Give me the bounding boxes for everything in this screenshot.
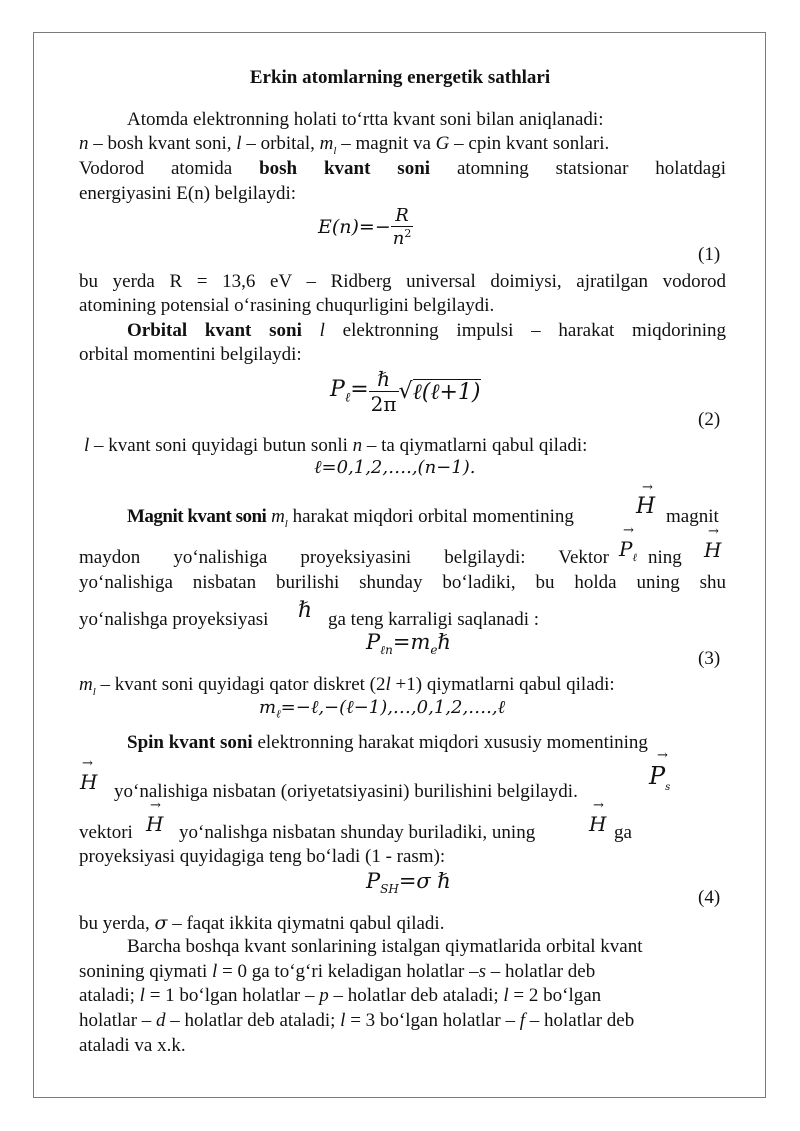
vector-H-1: → H [636, 480, 656, 519]
equation-4: $P_{SH}=\sigma$ ℏ [366, 869, 451, 897]
paragraph-ml-values: $m_l$ – kvant soni quyidagi qator diskret (2l +1) qiymatlarni qabul qiladi: [79, 674, 615, 698]
hbar-symbol: ℏ [298, 598, 313, 623]
vector-H-5: → H [589, 798, 607, 836]
paragraph-intro-line1: Atomda elektronning holati to‘rtta kvant soni bilan aniqlanadi: [127, 109, 604, 130]
paragraph-magnit-line4b: ga teng karraligi saqlanadi : [328, 609, 540, 630]
document-title: Erkin atomlarning energetik sathlari [249, 67, 551, 88]
paragraph-spin-line2: yo‘nalishiga nisbatan (oriyetatsiyasini) burilishini belgilaydi. [114, 781, 578, 802]
word-magnit: magnit [666, 506, 719, 527]
vector-H-2: → H [704, 524, 722, 562]
paragraph-spin-line3: yo‘nalishga nisbatan shunday buriladiki, uning [179, 822, 536, 843]
vector-H-3: → H [80, 756, 98, 794]
paragraph-sigma: bu yerda, σ – faqat ikkita qiymatni qabul qiladi. [79, 912, 445, 934]
vector-P-l: → $P_\ell$ [619, 523, 638, 564]
vector-P-s: → $P_s$ [649, 748, 671, 793]
paragraph-intro-line3: Vodorod atomida bosh kvant soni atomning statsionar holatdagi [79, 158, 726, 179]
equation-3: $P_{\ell n}=m_e\hbar$ [366, 630, 452, 658]
paragraph-states-line4: holatlar – d – holatlar deb ataladi; l = 3 bo‘lgan holatlar – f – holatlar deb [79, 1010, 635, 1031]
word-ning: ning [648, 547, 682, 568]
paragraph-l-values: l – kvant soni quyidagi butun sonli n – ta qiymatlarni qabul qiladi: [84, 435, 588, 456]
paragraph-orbital-line1: Orbital kvant soni l elektronning impulsi – harakat miqdorining [127, 320, 726, 341]
equation-number-3: (3) [698, 648, 721, 669]
equation-l-range: ℓ=0,1,2,….,(n−1). [314, 457, 476, 478]
paragraph-states-line1: Barcha boshqa kvant sonlarining istalgan qiymatlarida orbital kvant [127, 936, 643, 957]
paragraph-magnit-line4a: yo‘nalishga proyeksiyasi [79, 609, 269, 630]
equation-number-2: (2) [698, 409, 721, 430]
vector-H-4: → H [146, 798, 164, 836]
paragraph-magnit-line3: yo‘nalishiga nisbatan burilishi shunday bo‘ladiki, bu holda uning shu [79, 572, 726, 593]
paragraph-magnit-line2: maydon yo‘nalishiga proyeksiyasini belgilaydi: Vektor [79, 547, 609, 568]
paragraph-orbital-line2: orbital momentini belgilaydi: [79, 344, 302, 365]
equation-2: $P_\ell=$ $\frac{\text{ℏ}}{2\pi}$ √ℓ(ℓ+1) [330, 367, 481, 416]
paragraph-spin-line4: proyeksiyasi quyidagiga teng bo‘ladi (1 - rasm): [79, 846, 446, 867]
paragraph-intro-line2: n – bosh kvant soni, l – orbital, $m_l$ – magnit va G – cpin kvant sonlari. [79, 133, 610, 157]
paragraph-ridberg-line1: bu yerda R = 13,6 eV – Ridberg universal doimiysi, ajratilgan vodorod [79, 271, 726, 292]
paragraph-states-line2: sonining qiymati l = 0 ga to‘g‘ri keladigan holatlar –s – holatlar deb [79, 961, 596, 982]
equation-1: E(n)=− $\frac{R}{n^2}$ [318, 205, 412, 249]
paragraph-spin-line1: Spin kvant soni elektronning harakat miqdori xususiy momentining [127, 732, 648, 753]
paragraph-states-line5: ataladi va x.k. [79, 1035, 186, 1056]
paragraph-states-line3: ataladi; l = 1 bo‘lgan holatlar – p – holatlar deb ataladi; l = 2 bo‘lgan [79, 985, 602, 1006]
word-ga: ga [614, 822, 632, 843]
paragraph-intro-line4: energiyasini E(n) belgilaydi: [79, 183, 297, 204]
word-vektori: vektori [79, 822, 133, 843]
paragraph-ridberg-line2: atomining potensial o‘rasining chuqurligini belgilaydi. [79, 295, 495, 316]
equation-ml-range: $m_\ell=-\ell,-(\ell-1),\dots,0,1,2,\dots.,\ell$ [259, 697, 506, 721]
equation-number-4: (4) [698, 887, 721, 908]
paragraph-magnit-line1: Magnit kvant soni $m_l$ harakat miqdori orbital momentining [127, 506, 574, 530]
equation-number-1: (1) [698, 244, 721, 265]
